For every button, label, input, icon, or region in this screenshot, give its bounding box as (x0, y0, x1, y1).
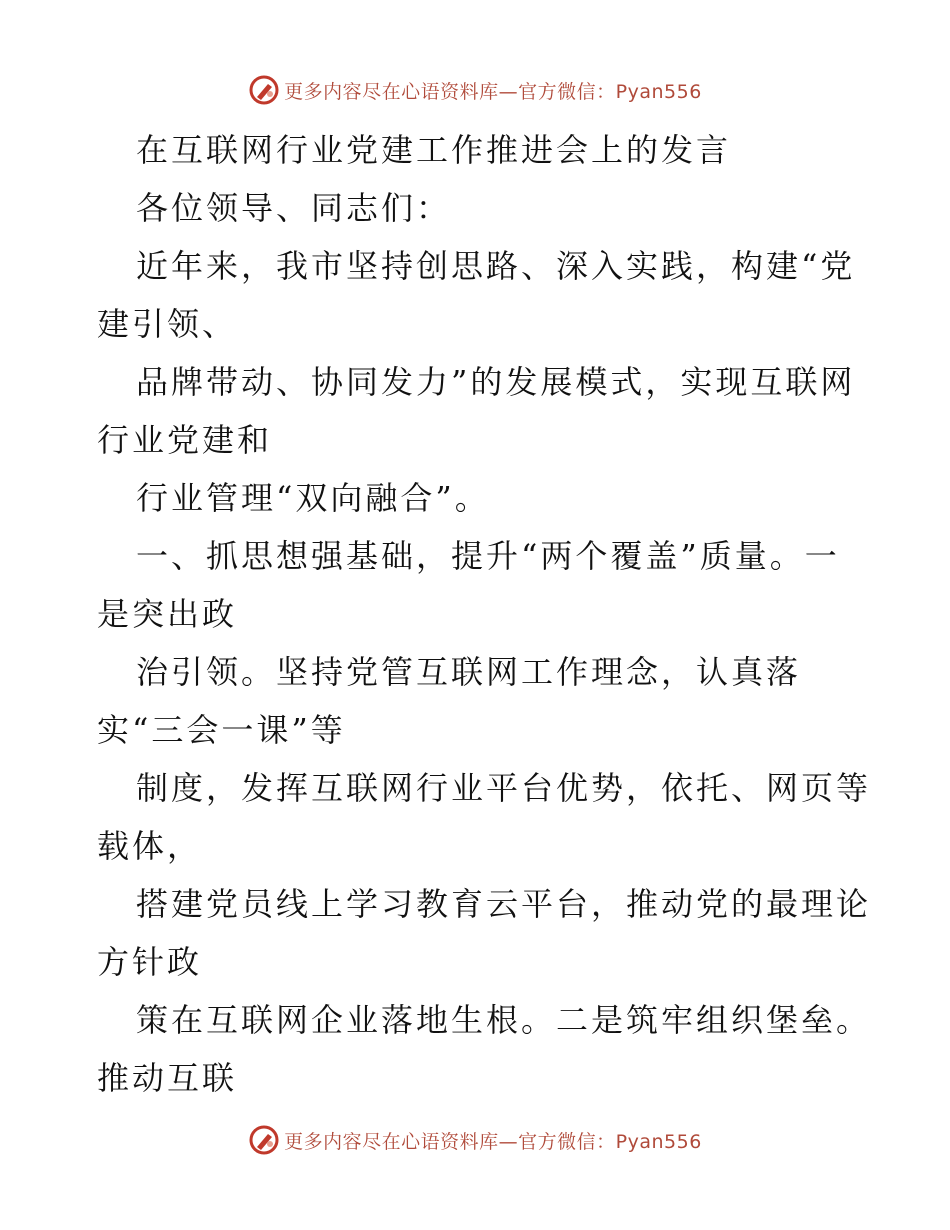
ink-pen-logo-icon (248, 1124, 280, 1156)
paragraph-line: 是突出政 (97, 595, 238, 633)
paragraph-line: 实“三会一课”等 (97, 711, 346, 749)
paragraph-line: 搭建党员线上学习教育云平台，推动党的最理论 (136, 885, 872, 923)
paragraph-line: 近年来，我市坚持创思路、深入实践，构建“党 (136, 247, 856, 285)
ink-pen-logo-icon (248, 74, 280, 106)
header-banner (0, 72, 950, 108)
paragraph-line: 建引领、 (97, 305, 238, 343)
header-banner-text: 更多内容尽在心语资料库—官方微信：Pyan556 (284, 80, 702, 103)
paragraph-line: 行业管理“双向融合”。 (136, 479, 490, 517)
footer-banner-text: 更多内容尽在心语资料库—官方微信：Pyan556 (284, 1130, 702, 1153)
paragraph-line: 品牌带动、协同发力”的发展模式，实现互联网 (136, 363, 856, 401)
paragraph-line: 行业党建和 (97, 421, 273, 459)
footer-banner (0, 1122, 950, 1158)
paragraph-line: 推动互联 (97, 1059, 238, 1097)
salutation: 各位领导、同志们： (136, 189, 452, 227)
document-title: 在互联网行业党建工作推进会上的发言 (136, 131, 732, 169)
document-body (0, 118, 950, 1108)
paragraph-line: 治引领。坚持党管互联网工作理念，认真落 (136, 653, 802, 691)
paragraph-line: 方针政 (97, 943, 203, 981)
paragraph-line: 制度，发挥互联网行业平台优势，依托、网页等 (136, 769, 872, 807)
paragraph-line: 策在互联网企业落地生根。二是筑牢组织堡垒。 (136, 1001, 872, 1039)
paragraph-line: 载体， (97, 827, 203, 865)
paragraph-line: 一、抓思想强基础，提升“两个覆盖”质量。一 (136, 537, 840, 575)
